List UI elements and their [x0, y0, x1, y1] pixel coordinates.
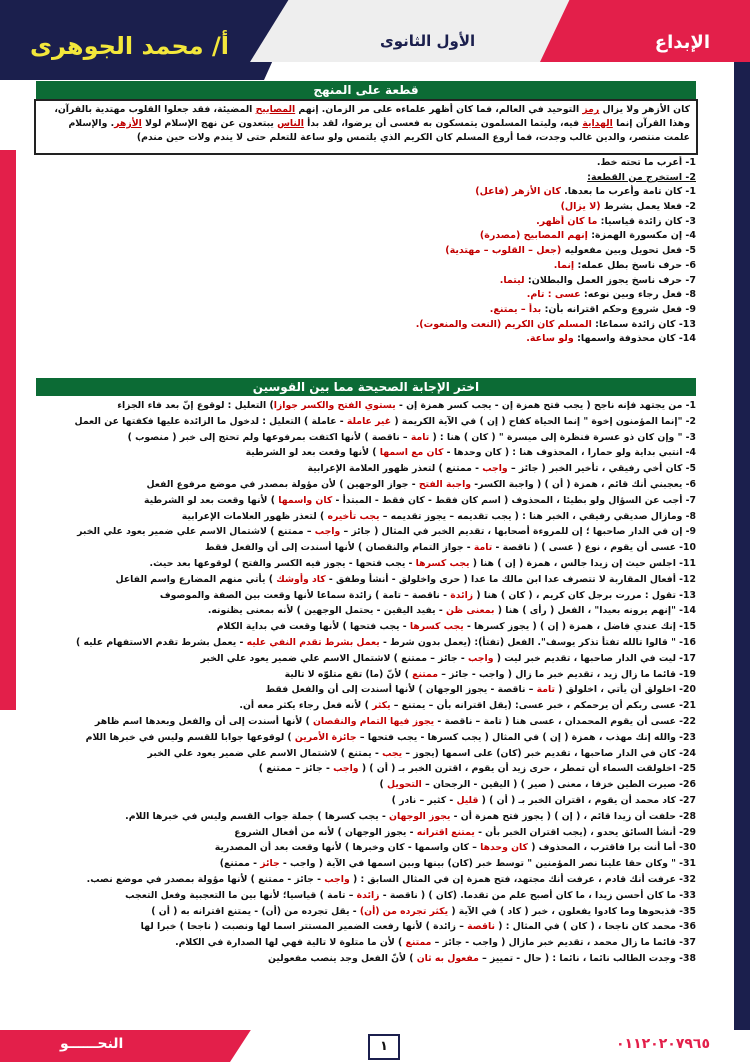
- side-bar-left: [0, 150, 16, 710]
- answer-text: يجوز فيها التمام والنقصان: [312, 715, 435, 727]
- question-text: 6- حرف ناسخ بطل عمله:: [577, 259, 696, 271]
- question-rest-text: - ممتنع ) لتعذر ظهور العلامة الإعرابية: [307, 463, 483, 475]
- question-text: 14- "إنهم يرونه بعيدا" ، الفعل ( رأى ) هنا (: [494, 605, 696, 617]
- question-rest-text: - يجب فتحها ) لأنها وقعت في بداية الكلام: [216, 621, 410, 633]
- question-row: [36, 288, 696, 303]
- question-row: [36, 445, 696, 461]
- question-rest-text: - يقل تجرده من (أن) - يمتنع اقترانه به ( أن ): [151, 905, 360, 917]
- question-row: [36, 318, 696, 333]
- answer-text: مفعول به ثان: [416, 952, 479, 964]
- question-row: [36, 332, 696, 347]
- question-rest-text: - جواز الوجهين ) لأن مؤولة بمصدر في موضع مرفوع الفعل: [146, 478, 419, 490]
- question-row: [36, 793, 696, 809]
- answer-text: ناقصة: [467, 921, 495, 933]
- question-row: [36, 156, 696, 171]
- question-rest-text: ) التعليل : لوقوع إنّ بعد فاء الجزاء: [117, 400, 274, 411]
- question-text: 20- اخلولق أن يأتي ، اخلولق (: [554, 684, 696, 696]
- question-row: [36, 698, 696, 714]
- question-row: [36, 414, 696, 430]
- question-text: 21- عسى ربكم أن يرحمكم ، خبر عسى: (يقل اقترانه بأن – يمتنع –: [390, 700, 696, 712]
- question-text: 7- أجب عن السؤال ولو بطيئا ، المحذوف ( اسم كان فقط - كان فقط - المبتدأ -: [332, 494, 696, 506]
- question-row: [36, 215, 696, 230]
- question-row: [36, 714, 696, 730]
- passage-text: التوحيد في العالم، فما كان أظهر علماءه على مر الزمان. إنهم: [295, 104, 583, 115]
- question-text: 14- كان محذوفة واسمها:: [577, 333, 696, 345]
- question-row: [36, 274, 696, 289]
- answer-text: يستوي الفتح والكسر جوازا: [273, 400, 396, 411]
- question-text: 38- وجدت الطالب نائما ، نائما : ( حال - تمييز –: [478, 952, 696, 964]
- question-text: 2- استخرج من القطعة:: [587, 171, 696, 183]
- question-rest-text: - ممتنع): [219, 858, 261, 870]
- question-row: [36, 872, 696, 888]
- question-text: 15- إنك عندي فاضل ، همزة ( إن ) ( يجوز كسرها -: [463, 621, 696, 633]
- question-row: [36, 229, 696, 244]
- passage-highlight-word: الأزهر: [114, 117, 142, 129]
- question-rest-text: - يجب كسرها ) جملة جواب القسم وليس في خبرها اللام.: [125, 810, 390, 822]
- question-rest-text: ) لأنها وقعت بعد لو الشرطية: [245, 447, 380, 459]
- question-row: [36, 398, 696, 414]
- passage-text: المضيئة، فقد جعلوا القلوب مهتدية بالقرآن، وهذا القرآن إنما: [54, 104, 690, 129]
- question-text: 5- فعل تحويل وبين مفعوليه: [564, 245, 696, 257]
- question-row: [36, 651, 696, 667]
- question-rest-text: ) لأنها أسندت إلى أن والفعل وبعدها اسم ظاهر: [94, 715, 313, 727]
- question-text: 3- كان زائدة قياسيا:: [600, 215, 696, 227]
- answer-text: واجب: [314, 526, 341, 538]
- answer-text: يكثر: [372, 700, 391, 712]
- question-row: [36, 777, 696, 793]
- question-row: [36, 509, 696, 525]
- question-row: [36, 888, 696, 904]
- answer-text: يجب تأخيره: [327, 510, 380, 522]
- question-row: [36, 761, 696, 777]
- question-rest-text: - جائز - ممتنع ) لأنها مؤولة بمصدر في موضع نصب.: [86, 873, 325, 885]
- question-rest-text: ) لأنه فعل رجاء يكثر معه أن.: [239, 700, 373, 712]
- teacher-name: أ/ محمد الجوهرى: [30, 32, 229, 60]
- question-row: [36, 430, 696, 446]
- question-rest-text: - عاملة ) التعليل : لدخول ما الزائدة عليها فكفتها عن العمل: [74, 415, 347, 427]
- question-text: 27- كاد محمد أن يقوم ، اقتران الخبر بـ ( أن ) (: [478, 794, 696, 806]
- question-text: 36- محمد كان ناجحا ، ( كان ) في المثال : (: [494, 921, 696, 933]
- question-text: 16- " قالوا تالله تفتأ تذكر يوسف". الفعل (تفتأ): (يعمل بدون شرط -: [379, 636, 696, 648]
- question-rest-text: - جائز – ممتنع ): [258, 763, 334, 775]
- answer-text: جائز: [260, 858, 280, 870]
- question-text: 17- ليت في الدار صاحبها ، تقديم خبر ليت (: [493, 652, 696, 664]
- answer-text: يجب كسرها: [409, 621, 464, 633]
- question-row: [36, 603, 696, 619]
- question-rest-text: – ممتنع ) لاشتمال الاسم علي ضمير يعود علي الخبر: [77, 526, 315, 538]
- question-row: [36, 840, 696, 856]
- question-row: [36, 809, 696, 825]
- answer-text: إنهم المصابيح (مصدرة): [479, 230, 588, 242]
- question-text: 8- ومازال صديقي رفيقي ، الخبر هنا : ( يجب تقديمه – يجوز تقديمه –: [379, 510, 696, 522]
- answer-text: يمتنع اقترانه: [416, 826, 475, 838]
- question-row: [36, 540, 696, 556]
- passage-box: [34, 99, 698, 155]
- question-row: [36, 730, 696, 746]
- question-row: [36, 667, 696, 683]
- answer-text: زائدة: [356, 889, 380, 901]
- question-text: 4- انتبي بداية ولو حمارا ، المحذوف هنا : ( كان وحدها -: [443, 447, 696, 459]
- question-text: 2- فعلا يعمل بشرط: [603, 201, 696, 213]
- question-rest-text: - كثير – نادر ): [391, 794, 457, 806]
- question-rest-text: – ناقصة - يجوز الوجهان ) لأنها أسندت إلى أن والفعل فقط: [265, 684, 537, 696]
- question-rest-text: - يجوز الوجهان ) لأنه من أفعال الشروع: [234, 826, 417, 838]
- passage-section-title: قطعة على المنهج: [36, 81, 696, 99]
- answer-text: تامة: [536, 684, 555, 696]
- question-rest-text: ) لأنها وقعت بعد لو الشرطية: [144, 494, 279, 506]
- answer-text: بمعنى ظن: [445, 605, 495, 617]
- question-text: 35- فذبحوها وما كادوا يفعلون ، خبر ( كاد ) في الآية (: [448, 905, 696, 917]
- choice-section-title: اختر الإجابة الصحيحة مما بين القوسين: [36, 378, 696, 396]
- question-row: [36, 619, 696, 635]
- question-text: 10- عسى أن يقوم ، نوع ( عسى ) ( ناقصة -: [492, 542, 696, 554]
- question-row: [36, 635, 696, 651]
- answer-text: يجب كسرها: [415, 557, 470, 569]
- grade-label: الأول الثانوى: [380, 32, 476, 50]
- answer-text: واجب: [333, 763, 359, 775]
- question-row: [36, 477, 696, 493]
- question-text: 26- صيرت الطين خزفا ، معنى ( صير ) ( اليقين - الرجحان –: [421, 779, 696, 791]
- question-row: [36, 171, 696, 186]
- question-text: 29- أنشأ السائق يحدو ، (يجب اقتران الخبر بأن -: [474, 826, 696, 838]
- question-rest-text: ) لأنّ (ما) تقع متلوّه لا تالية: [284, 668, 413, 680]
- question-row: [36, 259, 696, 274]
- question-text: 30- أما أنت برا فاقترب ، المحذوف (: [527, 842, 696, 854]
- passage-highlight-word: الهداية: [582, 117, 613, 129]
- question-rest-text: - يعمل بشرط تقدم الاستفهام عليه ): [76, 636, 247, 648]
- question-text: 25- اخلولقت السماء أن تمطر ، حرى زيد أن يقوم ، اقترن الخبر بـ ( أن ) (: [358, 763, 696, 775]
- question-rest-text: - يجب فتحها - يجوز فيه الكسر والفتح ) لوقوعها بعد حيث.: [149, 557, 416, 569]
- header-middle-band: [250, 0, 570, 62]
- question-row: [36, 682, 696, 698]
- answer-text: تامة: [473, 542, 493, 554]
- question-text: 1- من يجتهد فإنه ناجح ( يجب فتح همزة إن - يجب كسر همزة إن -: [395, 400, 696, 411]
- question-row: [36, 461, 696, 477]
- question-text: 23- والله إنك مهذب ، همزة ( إن ) في المثال ( يجب كسرها - يجب فتحها –: [356, 731, 696, 743]
- answer-text: واجب: [482, 463, 508, 475]
- question-text: 32- عرفت أنك قادم ، عرفت أنك مجتهد، فتح همزة إن في المثال السابق : (: [349, 873, 696, 885]
- question-text: 3- " وإن كان ذو عسرة فنظرة إلى ميسرة " ( كان ) هنا : (: [429, 431, 696, 443]
- answer-text: ليتما.: [499, 274, 525, 286]
- answer-text: (لا يزال): [560, 201, 601, 213]
- passage-questions: [36, 156, 696, 347]
- question-text: 2- "إنما المؤمنون إخوة " إنما الحياة كفاح ( إن ) في الآية الكريمة (: [391, 415, 696, 427]
- question-row: [36, 524, 696, 540]
- question-rest-text: – كان واسمها - كان وخبرها ) لأنها وقعت بعد أن المصدرية: [214, 842, 481, 854]
- answer-text: ما كان أظهر.: [536, 215, 598, 227]
- question-row: [36, 556, 696, 572]
- answer-text: إنما.: [553, 259, 575, 271]
- subject-label: الإبداع: [654, 32, 710, 53]
- answer-text: بدأ – يمتنع.: [489, 303, 542, 315]
- question-text: 9- فعل شروع وحكم اقترانه بأن:: [544, 303, 696, 315]
- question-text: 37- قائما ما زال محمد ، تقديم خبر مازال ( واجب - جائز –: [431, 937, 696, 949]
- question-text: 5- كان أخي رفيقي ، تأخير الخبر ( جائز –: [507, 463, 696, 475]
- answer-text: كان واسمها: [278, 494, 333, 506]
- answer-text: واجب: [324, 873, 350, 885]
- question-text: 31- " وكان حقا علينا نصر المؤمنين " توسط خبر (كان) بينها وبين اسمها في الآية ( واجب -: [279, 858, 696, 870]
- question-row: [36, 493, 696, 509]
- question-row: [36, 904, 696, 920]
- question-rest-text: – ناقصة ) لأنها اكتفت بمرفوعها ولم تحتج إلى خبر ( منصوب ): [127, 431, 411, 443]
- passage-text: كان الأزهر ولا يزال: [599, 104, 690, 115]
- answer-text: كان الأزهر (فاعل): [475, 186, 561, 198]
- question-rest-text: ) لأنّ الفعل وجد ينصب مفعولين: [267, 952, 417, 964]
- answer-text: زائدة: [450, 589, 474, 601]
- question-rest-text: ) لأن ما متلوة لا تالية فهي لها الصدارة في الكلام.: [175, 937, 406, 949]
- answer-text: يعمل بشرط تقدم النفي عليه: [246, 636, 380, 648]
- question-rest-text: - يفيد اليقين - يحتمل الوجهين ) لأنه بمعنى يظنونه.: [207, 605, 446, 617]
- footer-phone: ٠١١٢٠٢٠٧٩٦٥: [616, 1036, 710, 1052]
- passage-highlight-word: المصابيح: [255, 104, 296, 115]
- answer-text: قليل: [456, 794, 479, 806]
- question-row: [36, 951, 696, 967]
- question-rest-text: ) لتعذر ظهور العلامات الإعرابية: [181, 510, 328, 522]
- question-row: [36, 825, 696, 841]
- question-row: [36, 919, 696, 935]
- question-rest-text: ) لوقوعها جوابا للقسم وليس في خبرها اللام: [85, 731, 295, 743]
- question-text: 1- أعرب ما تحته خط.: [596, 157, 696, 168]
- question-rest-text: ): [379, 779, 388, 791]
- question-row: [36, 746, 696, 762]
- answer-text: التحويل: [387, 779, 422, 791]
- question-text: 19- قائما ما زال زيد ، تقديم خبر ما زال ( واجب - جائز –: [438, 668, 696, 680]
- answer-text: (جعل – القلوب – مهتدية): [445, 245, 562, 257]
- question-text: 11- اجلس حيث إن زيدا جالس ، همزة ( إن ) هنا (: [469, 557, 696, 569]
- question-text: 8- فعل رجاء وبين نوعه:: [583, 289, 696, 301]
- answer-text: ممتنع: [412, 668, 439, 680]
- question-rest-text: - جواز التمام والنقصان ) لأنها أسندت إلى أن والفعل فقط: [205, 542, 474, 554]
- question-rest-text: - يمتنع ) لاشتمال الاسم علي ضمير يعود علي الخبر: [147, 747, 383, 759]
- answer-text: كان وحدها: [480, 842, 528, 854]
- answer-text: يجوز الوجهان: [389, 810, 451, 822]
- question-text: 9- إن في الدار صاحبها ؛ إن للمروءة أصحابها ، تقديم الخبر في المثال ( جائز –: [340, 526, 696, 538]
- answer-text: تامة: [410, 431, 430, 443]
- passage-text: فيه، وليتما المسلمون يتمسكون به فعسى أن يرضوا، لقد بدأ: [303, 117, 583, 129]
- answer-text: كان مع اسمها: [379, 447, 444, 459]
- answer-text: ممتنع: [405, 937, 432, 949]
- question-text: 6- يعجبني أنك قائم ، همزة ( أن ) ( واجبة الكسر-: [471, 478, 696, 490]
- question-row: [36, 200, 696, 215]
- passage-highlight-word: الناس: [277, 117, 304, 129]
- question-text: 4- إن مكسورة الهمزة:: [591, 230, 696, 242]
- question-text: 12- أفعال المقاربة لا تتصرف عدا ابن مالك ما عدا ( حرى واخلولق - أنشأ وطفق -: [325, 573, 696, 585]
- question-rest-text: - ناقصة – تامة ) زائدة سماعا لأنها وقعت بين الصفة والموصوف: [159, 589, 451, 601]
- passage-text: يبتعدون عن نهج الإسلام لولا: [141, 117, 278, 129]
- question-text: 24- كان في الدار صاحبها ، تقديم خبر (كان) على اسمها (يجوز –: [402, 747, 696, 759]
- answer-text: غير عاملة: [346, 415, 392, 427]
- answer-text: عسى : تام.: [526, 289, 581, 301]
- question-row: [36, 588, 696, 604]
- question-rest-text: – زائدة ) لأنها رفعت الضمير المستتر اسما لها ونصبت ( ناجحا ) خبرا لها: [140, 921, 468, 933]
- question-row: [36, 303, 696, 318]
- question-text: 7- حرف ناسخ يجوز العمل والبطلان:: [527, 274, 696, 286]
- question-row: [36, 185, 696, 200]
- answer-text: يكثر تجرده من (أن): [359, 905, 449, 917]
- question-text: 13- تقول : مررت برجل كان كريم ، ( كان ) هنا (: [473, 589, 696, 601]
- question-text: 22- عسى أن يقوم المحمدان ، عسى هنا ( تامة – ناقصة -: [434, 715, 696, 727]
- question-rest-text: ) يأتي منهم المضارع واسم الفاعل: [115, 573, 277, 585]
- answer-text: المسلم كان الكريم (النعت والمنعوت).: [415, 318, 592, 330]
- answer-text: واجبة الفتح: [418, 478, 472, 490]
- passage-text: . والإسلام علمت منتصر، والدين غالب وجدت، فما أروع المسلم كان الكريم الذي يلتمس ولو ساعة للتعلم حتى لا يندم ولات حين مندم): [68, 117, 690, 143]
- header-right-band: [540, 0, 750, 62]
- choice-questions: [36, 398, 696, 967]
- question-text: 1- كان تامة وأعرب ما بعدها.: [564, 186, 696, 198]
- side-bar-right: [734, 62, 750, 1042]
- answer-text: كاد وأوشك: [276, 573, 326, 585]
- question-text: 33- ما كان أحسن زيدا ، ما كان أصبح علم من تقدما. (كان ) ( ناقصة -: [379, 889, 696, 901]
- question-rest-text: - جائز – ممتنع ) لاشتمال الاسم علي ضمير يعود علي الخبر: [200, 652, 468, 664]
- question-row: [36, 244, 696, 259]
- answer-text: يجب: [382, 747, 403, 759]
- question-row: [36, 572, 696, 588]
- answer-text: ولو ساعة.: [526, 333, 574, 345]
- question-text: 28- حلفت أن زيدا قائم ، ( إن ) ( يجوز فتح همزة أن -: [450, 810, 696, 822]
- page-number: ١: [368, 1034, 400, 1060]
- question-rest-text: – تامة ) قياسيا؛ لأنها بين ما التعجبية وفعل التعجب: [125, 889, 357, 901]
- question-text: 13- كان زائدة سماعا:: [595, 318, 696, 330]
- answer-text: واجب: [467, 652, 494, 664]
- answer-text: جائزة الأمرين: [294, 731, 357, 743]
- footer-subject-label: النحــــــو: [60, 1036, 124, 1052]
- passage-highlight-word: رمز: [582, 104, 600, 115]
- question-row: [36, 856, 696, 872]
- question-row: [36, 935, 696, 951]
